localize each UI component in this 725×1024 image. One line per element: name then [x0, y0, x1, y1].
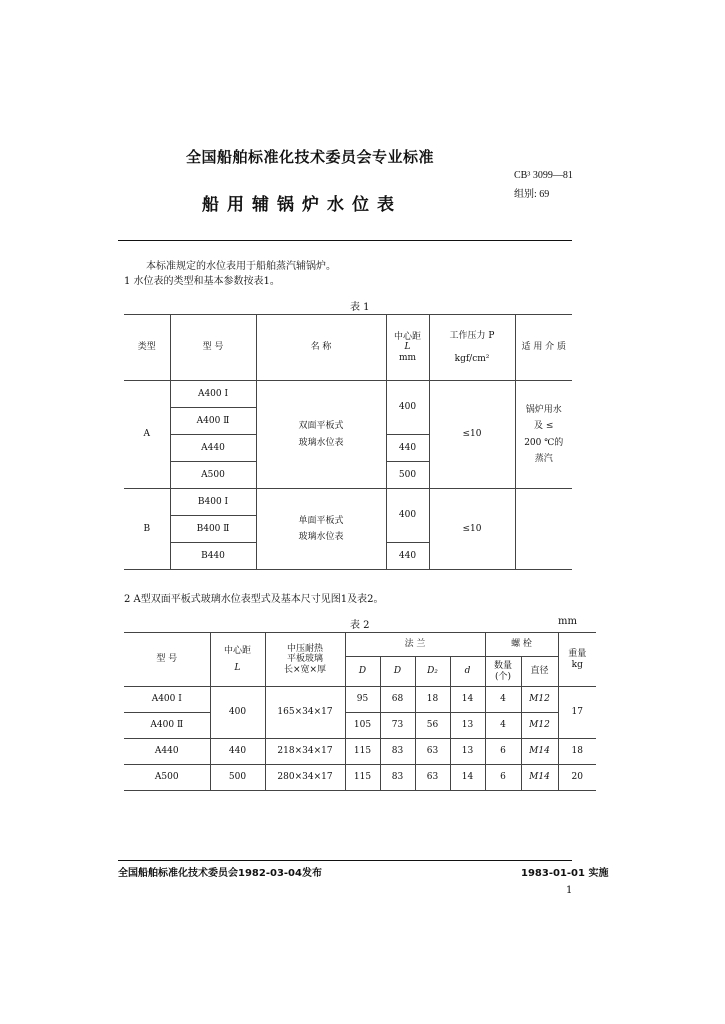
header-text: D₂ [427, 666, 438, 677]
footer-rule [118, 860, 572, 861]
cell-text: 14 [461, 694, 474, 705]
table2-D [345, 687, 380, 713]
table2-weight [558, 687, 596, 739]
table1-center [386, 381, 429, 435]
table1 [124, 314, 572, 570]
table2-model [124, 765, 210, 791]
table2-bolt-dia [521, 687, 558, 713]
table1-center [386, 489, 429, 543]
table2-header-D [345, 657, 380, 687]
table1-header-model [170, 315, 256, 381]
table2-header-bolt-dia [521, 657, 558, 687]
table1-model [170, 435, 256, 462]
table1-caption: 表 1 [350, 302, 370, 313]
center-text: 440 [398, 550, 417, 561]
header-text: 类型 [137, 342, 156, 353]
cell-text: 56 [426, 720, 439, 731]
page-number: 1 [566, 885, 573, 896]
cell-text: 6 [500, 746, 506, 757]
cell-text: A500 [154, 772, 179, 783]
table1-model [170, 489, 256, 516]
table1-pressure-b [429, 489, 515, 570]
cell-text: 95 [356, 694, 369, 705]
medium-text: 200 ℃的 [524, 437, 564, 448]
issue-statement: 全国船舶标准化技术委员会1982-03-04发布 [118, 868, 322, 879]
table2-bolt-dia [521, 739, 558, 765]
table2-header-weight [558, 633, 596, 687]
model-text: B400 Ⅱ [196, 523, 230, 534]
cell-text: 83 [391, 746, 404, 757]
header-text: (个) [494, 671, 512, 682]
model-text: B440 [201, 550, 225, 561]
type-text: B [143, 523, 151, 534]
cell-text: 400 [228, 707, 247, 718]
table2-glass [265, 739, 345, 765]
cell-text: M14 [529, 746, 550, 757]
table2-glass [265, 765, 345, 791]
table2-D1 [380, 739, 415, 765]
name-text: 玻璃水位表 [298, 532, 344, 542]
table2-model [124, 687, 210, 713]
name-text: 双面平板式 [298, 421, 344, 432]
model-text: B400 Ⅰ [197, 496, 229, 507]
header-text: D [358, 666, 367, 677]
clause-1: 1 水位表的类型和基本参数按表1。 [124, 276, 280, 287]
header-rule [118, 240, 572, 241]
table2-bolt-qty [485, 687, 521, 713]
table2-header-bolt [485, 633, 558, 657]
table1-model [170, 516, 256, 543]
table2-D1 [380, 713, 415, 739]
center-text: 440 [398, 442, 417, 453]
table1-header-name [256, 315, 386, 381]
table2-header-D2 [415, 657, 450, 687]
cell-text: 20 [571, 772, 583, 783]
header-text: 中心距 [223, 646, 251, 657]
cell-text: 17 [571, 707, 583, 718]
header-text: L [234, 662, 241, 673]
table1-header-type [124, 315, 170, 381]
table2-d [450, 687, 485, 713]
table2-header-flange [345, 633, 485, 657]
table2-bolt-qty [485, 765, 521, 791]
header-text: 螺 栓 [511, 639, 532, 650]
table1-header-pressure [429, 315, 515, 381]
cell-text: 68 [391, 694, 404, 705]
pressure-text: ≤10 [462, 429, 482, 440]
header-text: mm [398, 352, 417, 363]
table2-weight [558, 765, 596, 791]
table1-model [170, 462, 256, 489]
table1-type-b [124, 489, 170, 570]
center-text: 400 [398, 510, 417, 521]
cell-text: 73 [391, 720, 404, 731]
table2-weight [558, 739, 596, 765]
table2-center [210, 765, 265, 791]
issuing-organization: 全国船舶标准化技术委员会专业标准 [186, 148, 435, 166]
center-text: 400 [398, 402, 417, 413]
header-text: 长×宽×厚 [283, 664, 327, 675]
header-text: 重量 [568, 649, 587, 660]
cell-text: M14 [529, 772, 550, 783]
standard-code: CB³ 3099—81 [514, 170, 573, 181]
document-title: 船用辅锅炉水位表 [202, 195, 402, 215]
table2-header-d [450, 657, 485, 687]
header-text: 数量 [493, 661, 512, 672]
table1-center [386, 435, 429, 462]
cell-text: M12 [529, 694, 550, 705]
header-text: 型 号 [202, 342, 224, 353]
cell-text: 18 [426, 694, 439, 705]
table1-medium [515, 381, 572, 489]
model-text: A400 Ⅱ [196, 415, 230, 426]
cell-text: 115 [353, 772, 372, 783]
standard-group: 组别: 69 [514, 189, 550, 200]
table2-D1 [380, 765, 415, 791]
pressure-text: ≤10 [462, 523, 482, 534]
scope-paragraph: 本标准规定的水位表用于船舶蒸汽辅锅炉。 [146, 261, 336, 272]
table2 [124, 632, 596, 791]
name-text: 玻璃水位表 [298, 437, 344, 448]
table1-center [386, 462, 429, 489]
header-text: d [464, 666, 471, 677]
name-text: 单面平板式 [298, 515, 344, 526]
table1-medium-empty [515, 489, 572, 570]
table1-header-center [386, 315, 429, 381]
center-text: 500 [398, 469, 417, 480]
header-text: 工作压力 P [449, 331, 495, 342]
cell-text: 165×34×17 [277, 707, 333, 718]
cell-text: 4 [500, 720, 506, 731]
table2-header-D1 [380, 657, 415, 687]
header-text: 适 用 介 质 [521, 342, 567, 353]
clause-2: 2 A型双面平板式玻璃水位表型式及基本尺寸见图1及表2。 [124, 594, 384, 605]
header-text: 型 号 [156, 654, 178, 665]
table1-name-a [256, 381, 386, 489]
table2-D1 [380, 687, 415, 713]
header-text: L [404, 342, 411, 353]
table1-center [386, 543, 429, 570]
header-text: 平板玻璃 [286, 654, 323, 665]
cell-text: 63 [426, 746, 439, 757]
medium-text: 蒸汽 [534, 453, 553, 464]
cell-text: 83 [391, 772, 404, 783]
header-text: 中心距 [393, 331, 421, 342]
header-text: 法 兰 [404, 639, 426, 650]
cell-text: 13 [461, 746, 474, 757]
table1-model [170, 381, 256, 408]
table2-model [124, 739, 210, 765]
model-text: A500 [201, 469, 225, 480]
table1-name-b [256, 489, 386, 570]
table2-header-bolt-qty [485, 657, 521, 687]
table2-bolt-qty [485, 713, 521, 739]
table2-glass [265, 687, 345, 739]
cell-text: 105 [353, 720, 372, 731]
table2-bolt-qty [485, 739, 521, 765]
medium-text: 锅炉用水 [525, 404, 562, 415]
cell-text: 280×34×17 [277, 772, 333, 783]
table2-header-model [124, 633, 210, 687]
table1-model [170, 408, 256, 435]
header-text: 中压耐热 [286, 643, 323, 654]
table2-d [450, 765, 485, 791]
cell-text: M12 [529, 720, 550, 731]
type-text: A [143, 429, 150, 440]
table2-D2 [415, 739, 450, 765]
table2-D [345, 765, 380, 791]
table2-D2 [415, 713, 450, 739]
table2-header-glass [265, 633, 345, 687]
table1-model [170, 543, 256, 570]
cell-text: 63 [426, 772, 439, 783]
table2-bolt-dia [521, 713, 558, 739]
cell-text: 115 [353, 746, 372, 757]
header-text: 直径 [530, 666, 549, 677]
table1-pressure-a [429, 381, 515, 489]
cell-text: A400 Ⅱ [150, 720, 184, 731]
cell-text: 4 [500, 694, 506, 705]
cell-text: A400 Ⅰ [151, 694, 182, 705]
table2-d [450, 713, 485, 739]
table2-d [450, 739, 485, 765]
cell-text: 500 [228, 772, 247, 783]
table2-D2 [415, 687, 450, 713]
table1-header-medium [515, 315, 572, 381]
cell-text: 218×34×17 [277, 746, 333, 757]
table2-D [345, 713, 380, 739]
table2-D [345, 739, 380, 765]
header-text: 名 称 [310, 342, 332, 353]
medium-text: 及 ≤ [534, 421, 554, 432]
header-text: kgf/cm² [454, 353, 490, 364]
table2-model [124, 713, 210, 739]
model-text: A440 [201, 442, 225, 453]
table2-D2 [415, 765, 450, 791]
cell-text: 14 [461, 772, 474, 783]
table2-center [210, 687, 265, 739]
model-text: A400 Ⅰ [197, 388, 229, 399]
header-text: D [393, 666, 402, 677]
header-text: kg [571, 659, 583, 670]
table2-bolt-dia [521, 765, 558, 791]
table2-header-center [210, 633, 265, 687]
table1-type-a [124, 381, 170, 489]
cell-text: 18 [571, 746, 583, 757]
cell-text: 13 [461, 720, 474, 731]
effective-date: 1983-01-01 实施 [521, 868, 609, 879]
table2-caption: 表 2 [350, 620, 370, 631]
cell-text: 6 [500, 772, 506, 783]
cell-text: A440 [154, 746, 179, 757]
table2-center [210, 739, 265, 765]
table2-unit: mm [558, 616, 577, 627]
cell-text: 440 [228, 746, 247, 757]
